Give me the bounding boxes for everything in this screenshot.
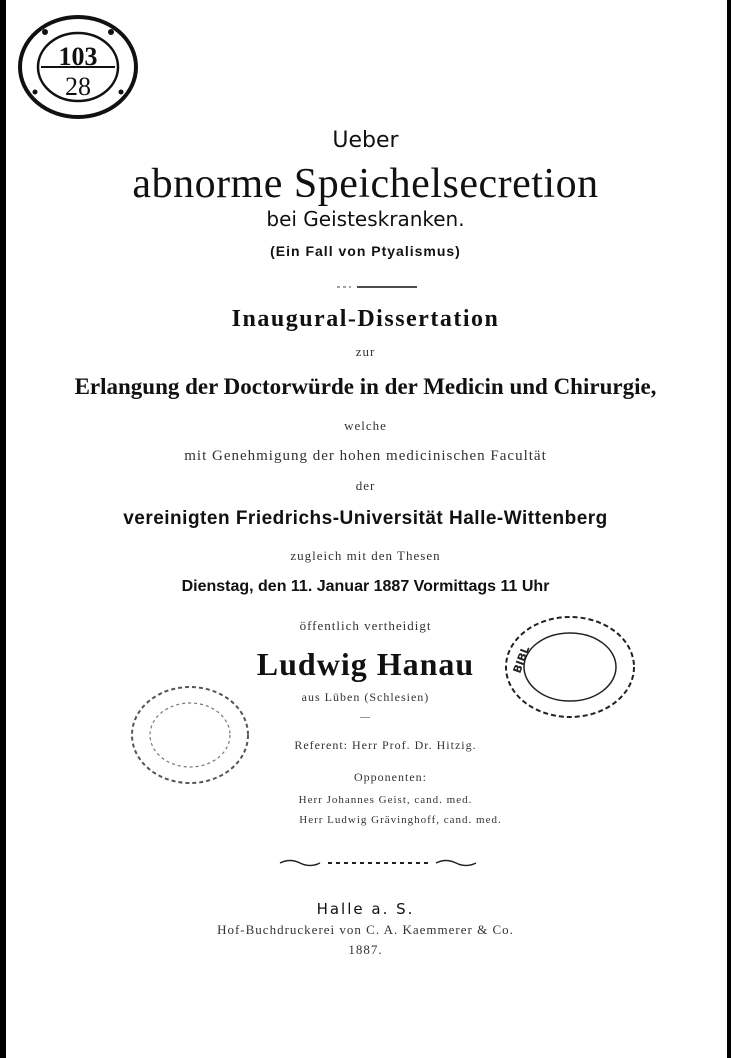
institute-stamp-right [500,612,640,722]
imprint-city: Halle a. S. [316,900,415,918]
dissertation-university: vereinigten Friedrichs-Universität Halle-Wittenberg [123,508,608,529]
author-name: Ludwig Hanau [256,646,475,682]
title-subtitle: bei Geisteskranken. [266,207,465,231]
svg-text:BIBL: BIBL [510,644,533,676]
dissertation-theses: zugleich mit den Thesen [290,548,441,563]
title-main: abnorme Speichelsecretion [132,161,599,207]
stamp-number-top: 103 [58,42,98,71]
imprint-year: 1887. [348,942,383,957]
dissertation-date: Dienstag, den 11. Januar 1887 Vormittags 11 Uhr [181,578,550,595]
short-rule: — [360,712,371,723]
title-ueber: Ueber [332,128,399,153]
title-case-note: (Ein Fall von Ptyalismus) [270,243,461,259]
imprint-printer: Hof-Buchdruckerei von C. A. Kaemmerer & Co. [217,922,514,937]
opponent-2: Herr Ludwig Grävinghoff, cand. med. [299,814,502,826]
opponent-1: Herr Johannes Geist, cand. med. [298,794,473,806]
library-stamp [15,12,141,122]
text-welche: welche [344,418,387,433]
divider-ornament [337,284,417,290]
text-zur: zur [355,344,376,359]
dissertation-purpose: Erlangung der Doctorwürde in der Medicin und Chirurgie, [74,374,657,399]
dissertation-permission: mit Genehmigung der hohen medicinischen Facultät [184,448,547,464]
institute-stamp-right-seal [500,612,640,722]
opponents-heading: Opponenten: [354,770,427,784]
author-origin: aus Lüben (Schlesien) [301,690,430,704]
dissertation-defended: öffentlich vertheidigt [299,618,432,633]
text-der: der [355,478,376,493]
ornamental-rule [278,858,478,868]
stamp-number-bottom: 28 [65,72,91,101]
referent: Referent: Herr Prof. Dr. Hitzig. [294,738,477,752]
dissertation-heading: Inaugural-Dissertation [231,306,500,332]
